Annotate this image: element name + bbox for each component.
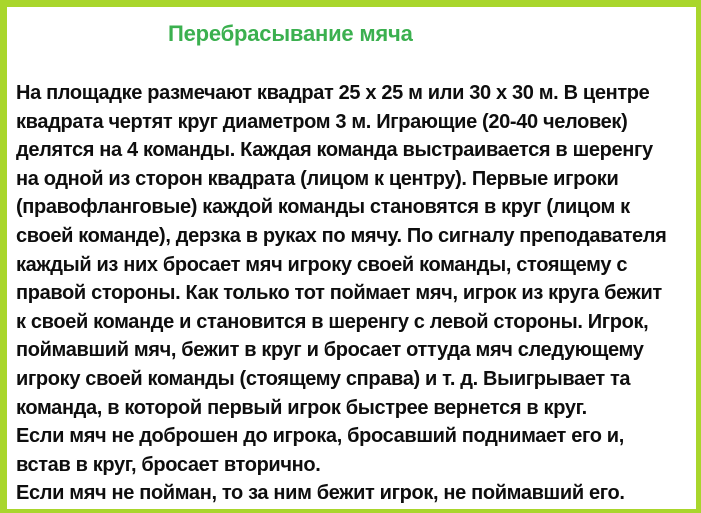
body-line: правой стороны. Как только тот поймает мяч, игрок из круга бежит (16, 282, 662, 305)
body-line: встав в круг, бросает вторично. (16, 453, 321, 476)
document-body (16, 79, 692, 508)
body-line: Если мяч не пойман, то за ним бежит игрок, не поймавший его. (16, 482, 625, 505)
body-line: На площадке размечают квадрат 25 х 25 м или 30 х 30 м. В центре (16, 82, 650, 104)
body-line: к своей команде и становится в шеренгу с левой стороны. Игрок, (16, 310, 649, 333)
body-line: поймавший мяч, бежит в круг и бросает оттуда мяч следующему (16, 339, 644, 362)
body-line: Если мяч не доброшен до игрока, бросавший поднимает его и, (16, 425, 624, 448)
body-line: каждый из них бросает мяч игроку своей команды, стоящему с (16, 253, 628, 276)
body-line: на одной из сторон квадрата (лицом к центру). Первые игроки (16, 167, 619, 190)
body-line: делятся на 4 команды. Каждая команда выстраивается в шеренгу (16, 139, 653, 162)
body-line: игроку своей команды (стоящему справа) и т. д. Выигрывает та (16, 367, 631, 390)
body-line: команда, в которой первый игрок быстрее вернется в круг. (16, 396, 587, 419)
body-line: (правофланговые) каждой команды становятся в круг (лицом к (16, 196, 630, 219)
document-title: Перебрасывание мяча (168, 21, 413, 46)
body-line: своей команде), дерзка в руках по мячу. По сигналу преподавателя (16, 224, 667, 247)
body-line: квадрата чертят круг диаметром 3 м. Играющие (20-40 человек) (16, 110, 628, 133)
